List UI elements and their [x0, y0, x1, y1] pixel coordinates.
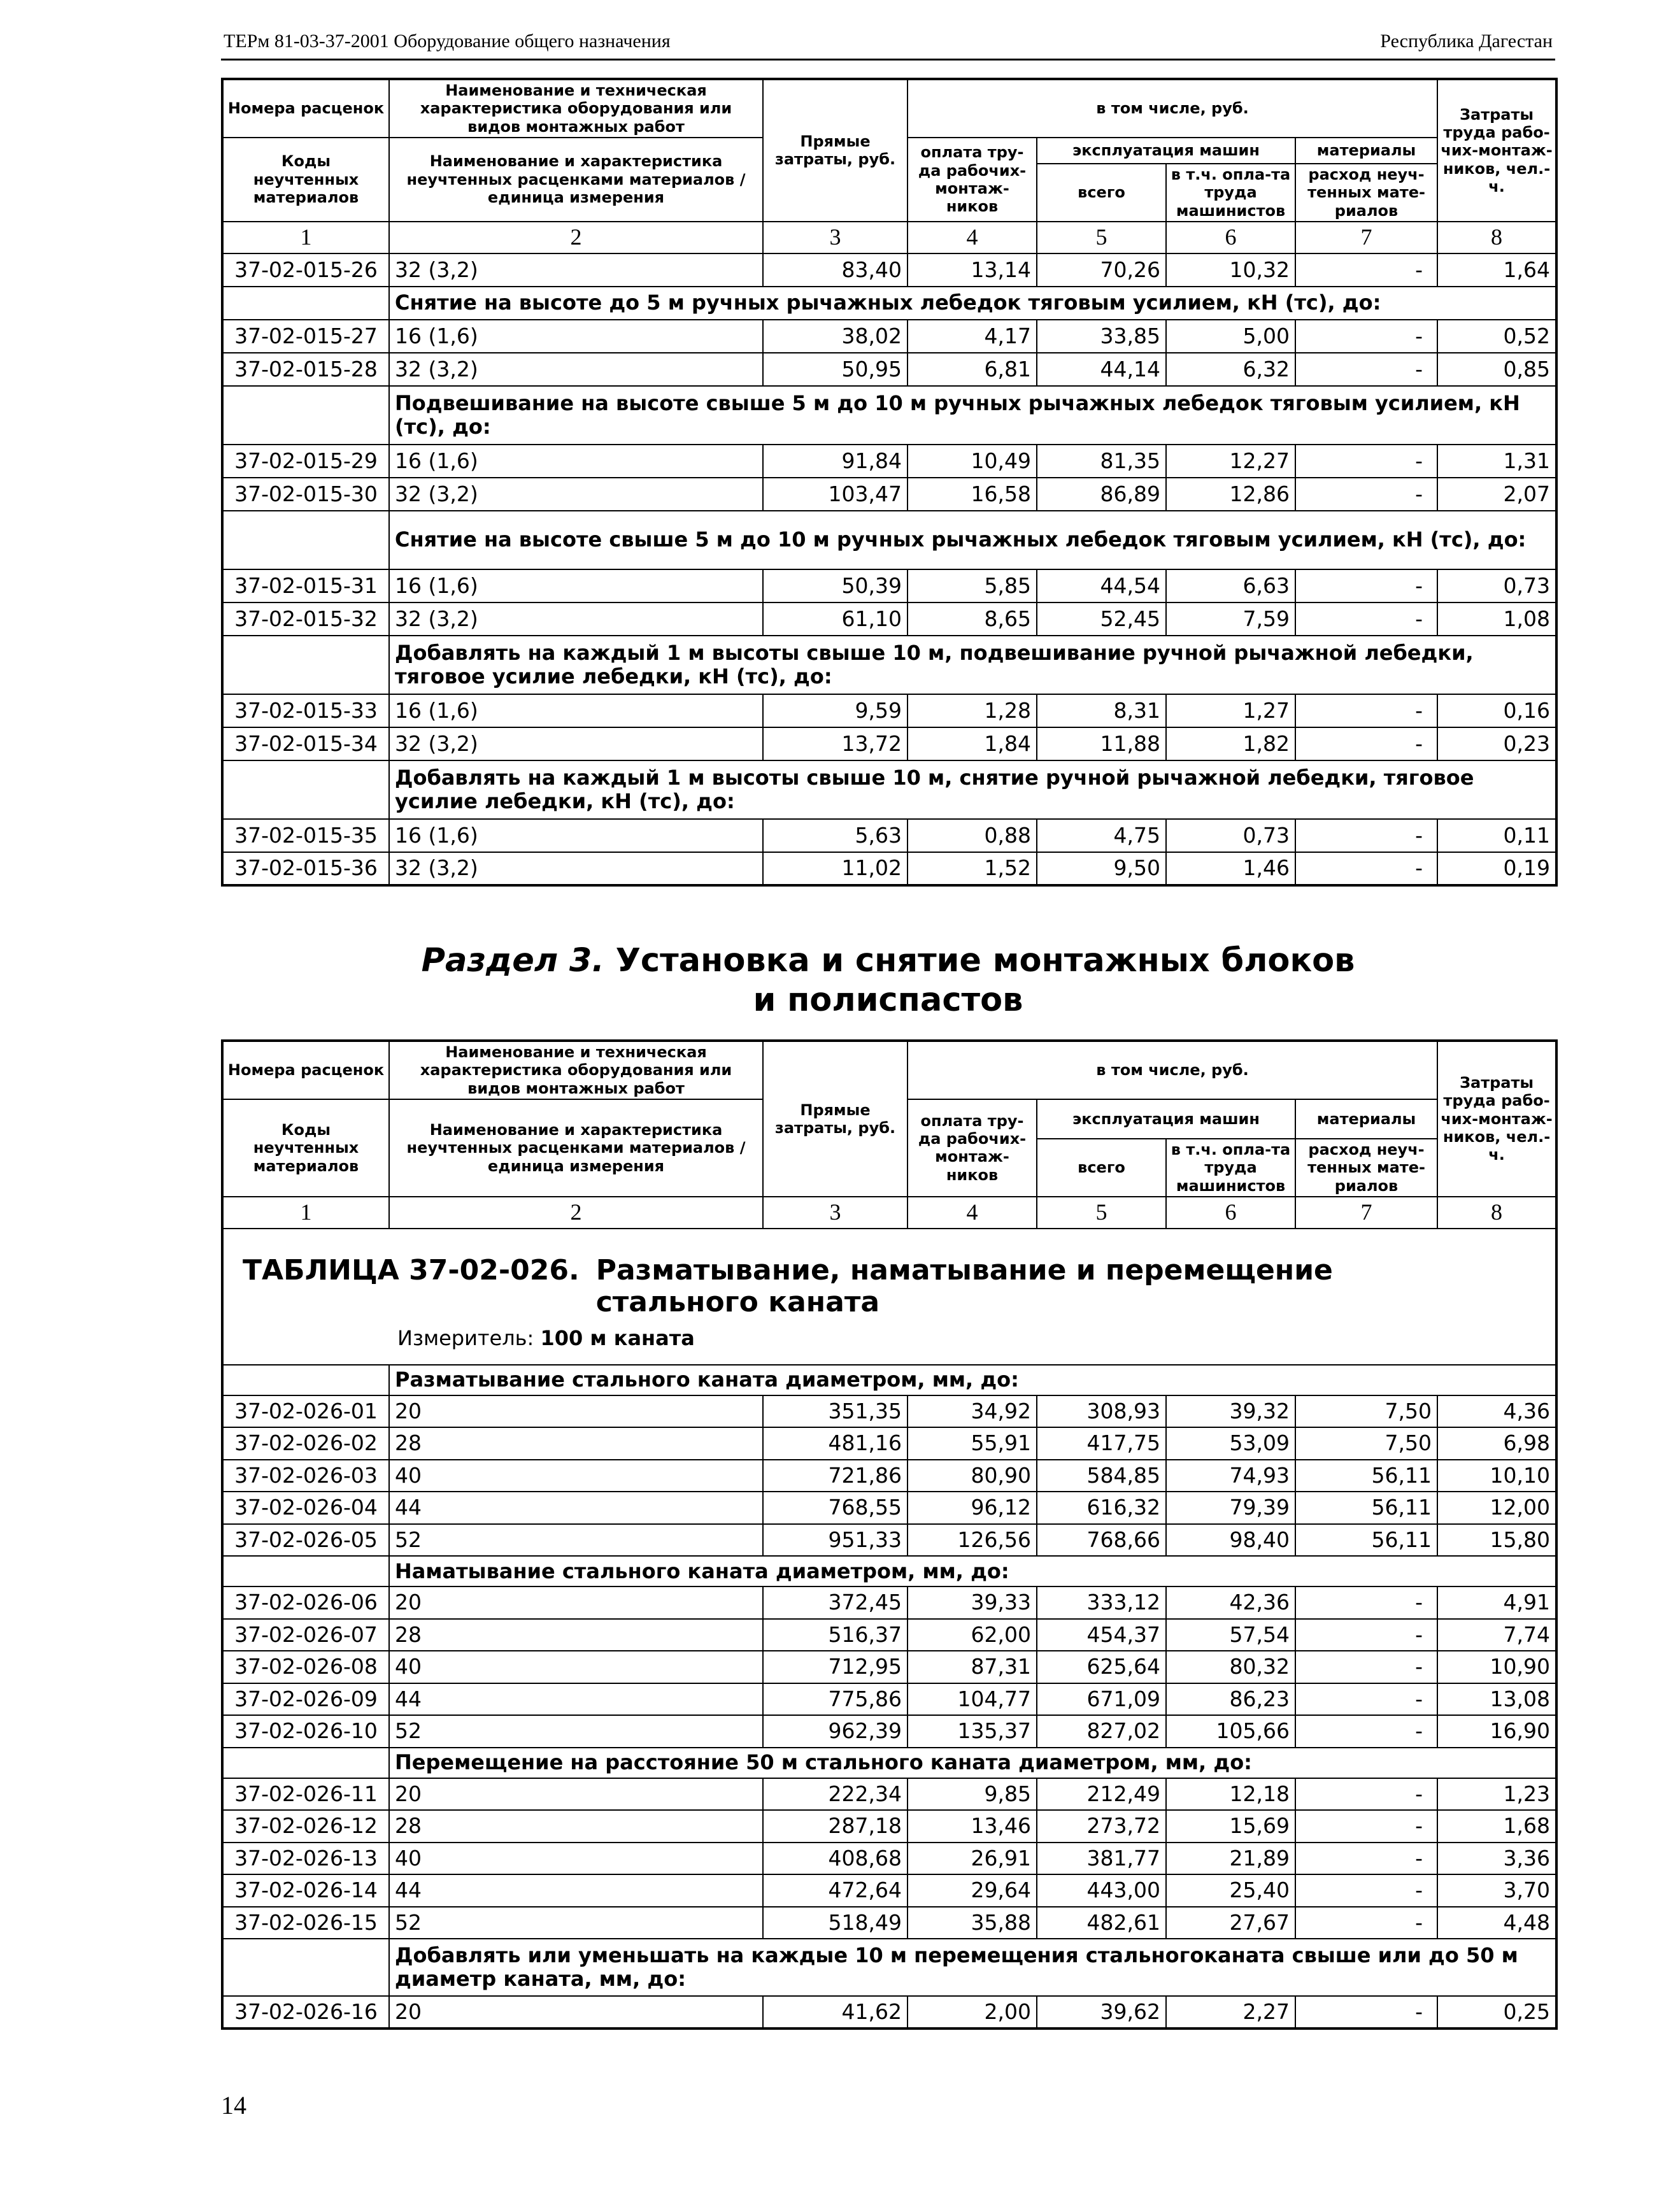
machines-total: 81,35 — [1037, 445, 1166, 478]
col-machines-total: всего — [1037, 164, 1166, 222]
rate-name: 28 — [389, 1810, 763, 1843]
labor-hours: 12,00 — [1437, 1492, 1556, 1524]
section-heading-row: Добавлять на каждый 1 м высоты свыше 10 м, подвешивание ручной рычажной лебедки, тяговое усилие лебедки, кН (тс), до: — [389, 636, 1556, 694]
machines-total: 827,02 — [1037, 1715, 1166, 1748]
rate-code: 37-02-015-31 — [222, 569, 389, 602]
direct-cost: 13,72 — [763, 727, 908, 760]
col-number: 4 — [908, 222, 1037, 253]
machines-total: 584,85 — [1037, 1460, 1166, 1492]
rate-name: 40 — [389, 1460, 763, 1492]
labor-hours: 4,91 — [1437, 1586, 1556, 1619]
machinists-wages: 42,36 — [1166, 1586, 1295, 1619]
section-empty-cell — [222, 636, 389, 694]
machinists-wages: 5,00 — [1166, 320, 1295, 353]
col-direct-costs: Прямые затраты, руб. — [763, 79, 908, 222]
materials-cost: 7,50 — [1295, 1427, 1437, 1460]
rate-name: 32 (3,2) — [389, 727, 763, 760]
direct-cost: 5,63 — [763, 819, 908, 852]
rate-name: 16 (1,6) — [389, 445, 763, 478]
labor-hours: 15,80 — [1437, 1524, 1556, 1557]
col-labor-costs: Затраты труда рабо-чих-монтаж-ников, чел.-ч. — [1437, 1041, 1556, 1197]
wages-cost: 87,31 — [908, 1651, 1037, 1683]
machines-total: 671,09 — [1037, 1683, 1166, 1716]
section-heading-row: Подвешивание на высоте свыше 5 м до 10 м ручных рычажных лебедок тяговым усилием, кН (тс), до: — [389, 386, 1556, 445]
rate-name: 32 (3,2) — [389, 852, 763, 885]
materials-cost: - — [1295, 353, 1437, 386]
materials-cost: - — [1295, 602, 1437, 636]
col-machines-total: всего — [1037, 1139, 1166, 1197]
measure-value: 100 м каната — [540, 1326, 695, 1351]
rate-code: 37-02-026-09 — [222, 1683, 389, 1716]
materials-cost: - — [1295, 727, 1437, 760]
rate-code: 37-02-026-05 — [222, 1524, 389, 1557]
machines-total: 86,89 — [1037, 478, 1166, 511]
machines-total: 768,66 — [1037, 1524, 1166, 1557]
col-materials: материалы — [1295, 1099, 1437, 1139]
machinists-wages: 98,40 — [1166, 1524, 1295, 1557]
machinists-wages: 12,18 — [1166, 1778, 1295, 1811]
materials-cost: - — [1295, 1843, 1437, 1875]
table-label: ТАБЛИЦА 37-02-026. — [243, 1253, 580, 1287]
col-unaccounted-materials: расход неуч-тенных мате-риалов — [1295, 164, 1437, 222]
direct-cost: 11,02 — [763, 852, 908, 885]
wages-cost: 13,46 — [908, 1810, 1037, 1843]
machinists-wages: 86,23 — [1166, 1683, 1295, 1716]
labor-hours: 0,73 — [1437, 569, 1556, 602]
direct-cost: 518,49 — [763, 1907, 908, 1939]
direct-cost: 775,86 — [763, 1683, 908, 1716]
rate-name: 20 — [389, 1586, 763, 1619]
col-number: 7 — [1295, 1197, 1437, 1229]
labor-hours: 7,74 — [1437, 1619, 1556, 1651]
materials-cost: - — [1295, 1907, 1437, 1939]
col-rate-numbers: Номера расценок — [222, 1041, 389, 1099]
labor-hours: 4,36 — [1437, 1395, 1556, 1428]
machinists-wages: 1,27 — [1166, 694, 1295, 727]
col-name: Наименование и техническая характеристика оборудования или видов монтажных работ — [389, 79, 763, 138]
section-empty-cell — [222, 1556, 389, 1586]
machinists-wages: 12,86 — [1166, 478, 1295, 511]
materials-cost: - — [1295, 819, 1437, 852]
materials-cost: - — [1295, 478, 1437, 511]
section-empty-cell — [222, 386, 389, 445]
measure-label: Измеритель: — [397, 1326, 534, 1351]
col-material-names: Наименование и характеристика неучтенных расценками материалов / единица измерения — [389, 138, 763, 222]
rate-code: 37-02-015-26 — [222, 253, 389, 287]
machines-total: 482,61 — [1037, 1907, 1166, 1939]
materials-cost: - — [1295, 1996, 1437, 2028]
labor-hours: 10,90 — [1437, 1651, 1556, 1683]
col-number: 8 — [1437, 222, 1556, 253]
direct-cost: 372,45 — [763, 1586, 908, 1619]
document-code: ТЕРм 81-03-37-2001 Оборудование общего назначения — [224, 31, 671, 52]
labor-hours: 6,98 — [1437, 1427, 1556, 1460]
labor-hours: 0,11 — [1437, 819, 1556, 852]
direct-cost: 83,40 — [763, 253, 908, 287]
col-machinists-wages: в т.ч. опла-та труда машинистов — [1166, 164, 1295, 222]
section-heading-row: Перемещение на расстояние 50 м стального каната диаметром, мм, до: — [389, 1748, 1556, 1778]
rate-name: 20 — [389, 1395, 763, 1428]
rate-code: 37-02-026-12 — [222, 1810, 389, 1843]
col-material-codes: Коды неучтенных материалов — [222, 138, 389, 222]
rate-code: 37-02-015-33 — [222, 694, 389, 727]
machinists-wages: 1,46 — [1166, 852, 1295, 885]
machinists-wages: 1,82 — [1166, 727, 1295, 760]
direct-cost: 351,35 — [763, 1395, 908, 1428]
direct-cost: 9,59 — [763, 694, 908, 727]
machinists-wages: 7,59 — [1166, 602, 1295, 636]
col-number: 3 — [763, 1197, 908, 1229]
section-heading-row: Снятие на высоте свыше 5 м до 10 м ручных рычажных лебедок тяговым усилием, кН (тс), до: — [389, 511, 1556, 569]
section-heading-row: Наматывание стального каната диаметром, мм, до: — [389, 1556, 1556, 1586]
col-number: 3 — [763, 222, 908, 253]
measure-unit — [397, 1328, 1536, 1350]
col-number: 1 — [222, 222, 389, 253]
rate-code: 37-02-026-04 — [222, 1492, 389, 1524]
rate-name: 32 (3,2) — [389, 478, 763, 511]
machines-total: 454,37 — [1037, 1619, 1166, 1651]
rate-code: 37-02-015-28 — [222, 353, 389, 386]
col-machines: эксплуатация машин — [1037, 1099, 1295, 1139]
section-heading — [221, 941, 1555, 1020]
table-name: Разматывание, наматывание и перемещение стального каната — [595, 1253, 1333, 1319]
materials-cost: - — [1295, 320, 1437, 353]
wages-cost: 96,12 — [908, 1492, 1037, 1524]
wages-cost: 55,91 — [908, 1427, 1037, 1460]
col-name: Наименование и техническая характеристика оборудования или видов монтажных работ — [389, 1041, 763, 1099]
col-number: 7 — [1295, 222, 1437, 253]
machines-total: 8,31 — [1037, 694, 1166, 727]
direct-cost: 721,86 — [763, 1460, 908, 1492]
col-number: 2 — [389, 1197, 763, 1229]
rate-name: 32 (3,2) — [389, 253, 763, 287]
labor-hours: 4,48 — [1437, 1907, 1556, 1939]
col-number: 6 — [1166, 1197, 1295, 1229]
wages-cost: 34,92 — [908, 1395, 1037, 1428]
materials-cost: - — [1295, 1651, 1437, 1683]
direct-cost: 962,39 — [763, 1715, 908, 1748]
machines-total: 333,12 — [1037, 1586, 1166, 1619]
wages-cost: 104,77 — [908, 1683, 1037, 1716]
materials-cost: - — [1295, 1874, 1437, 1907]
wages-cost: 29,64 — [908, 1874, 1037, 1907]
machines-total: 381,77 — [1037, 1843, 1166, 1875]
col-number: 6 — [1166, 222, 1295, 253]
col-materials: материалы — [1295, 138, 1437, 164]
rate-code: 37-02-015-29 — [222, 445, 389, 478]
machinists-wages: 10,32 — [1166, 253, 1295, 287]
labor-hours: 3,70 — [1437, 1874, 1556, 1907]
labor-hours: 0,16 — [1437, 694, 1556, 727]
section-empty-cell — [222, 287, 389, 320]
rate-code: 37-02-026-07 — [222, 1619, 389, 1651]
rate-code: 37-02-015-36 — [222, 852, 389, 885]
direct-cost: 287,18 — [763, 1810, 908, 1843]
wages-cost: 8,65 — [908, 602, 1037, 636]
rate-name: 16 (1,6) — [389, 694, 763, 727]
labor-hours: 1,23 — [1437, 1778, 1556, 1811]
col-including: в том числе, руб. — [908, 1041, 1437, 1099]
direct-cost: 472,64 — [763, 1874, 908, 1907]
labor-hours: 16,90 — [1437, 1715, 1556, 1748]
materials-cost: - — [1295, 445, 1437, 478]
wages-cost: 1,28 — [908, 694, 1037, 727]
section-empty-cell — [222, 760, 389, 819]
direct-cost: 712,95 — [763, 1651, 908, 1683]
machinists-wages: 6,32 — [1166, 353, 1295, 386]
rate-name: 20 — [389, 1778, 763, 1811]
direct-cost: 222,34 — [763, 1778, 908, 1811]
materials-cost: - — [1295, 852, 1437, 885]
labor-hours: 0,52 — [1437, 320, 1556, 353]
region-name: Республика Дагестан — [1380, 31, 1553, 52]
materials-cost: 56,11 — [1295, 1524, 1437, 1557]
wages-cost: 135,37 — [908, 1715, 1037, 1748]
machines-total: 273,72 — [1037, 1810, 1166, 1843]
wages-cost: 1,84 — [908, 727, 1037, 760]
labor-hours: 1,68 — [1437, 1810, 1556, 1843]
labor-hours: 0,25 — [1437, 1996, 1556, 2028]
rate-name: 28 — [389, 1427, 763, 1460]
direct-cost: 516,37 — [763, 1619, 908, 1651]
rate-code: 37-02-026-13 — [222, 1843, 389, 1875]
machinists-wages: 0,73 — [1166, 819, 1295, 852]
labor-hours: 0,19 — [1437, 852, 1556, 885]
materials-cost: - — [1295, 569, 1437, 602]
labor-hours: 0,23 — [1437, 727, 1556, 760]
wages-cost: 35,88 — [908, 1907, 1037, 1939]
rate-code: 37-02-015-27 — [222, 320, 389, 353]
col-machines: эксплуатация машин — [1037, 138, 1295, 164]
wages-cost: 4,17 — [908, 320, 1037, 353]
rate-name: 16 (1,6) — [389, 569, 763, 602]
wages-cost: 126,56 — [908, 1524, 1037, 1557]
section-empty-cell — [222, 1748, 389, 1778]
rate-name: 16 (1,6) — [389, 819, 763, 852]
section-title-line-2: и полиспастов — [753, 981, 1023, 1020]
rates-table-1 — [221, 78, 1558, 887]
rate-name: 40 — [389, 1651, 763, 1683]
col-number: 1 — [222, 1197, 389, 1229]
rate-code: 37-02-026-11 — [222, 1778, 389, 1811]
labor-hours: 13,08 — [1437, 1683, 1556, 1716]
materials-cost: - — [1295, 1683, 1437, 1716]
machinists-wages: 25,40 — [1166, 1874, 1295, 1907]
machinists-wages: 15,69 — [1166, 1810, 1295, 1843]
direct-cost: 408,68 — [763, 1843, 908, 1875]
section-heading-row: Снятие на высоте до 5 м ручных рычажных лебедок тяговым усилием, кН (тс), до: — [389, 287, 1556, 320]
direct-cost: 38,02 — [763, 320, 908, 353]
rate-name: 44 — [389, 1874, 763, 1907]
page-header — [221, 25, 1555, 61]
machines-total: 616,32 — [1037, 1492, 1166, 1524]
materials-cost: - — [1295, 1778, 1437, 1811]
direct-cost: 61,10 — [763, 602, 908, 636]
rate-code: 37-02-015-34 — [222, 727, 389, 760]
rate-code: 37-02-026-10 — [222, 1715, 389, 1748]
wages-cost: 62,00 — [908, 1619, 1037, 1651]
rate-code: 37-02-026-06 — [222, 1586, 389, 1619]
wages-cost: 6,81 — [908, 353, 1037, 386]
rate-code: 37-02-026-15 — [222, 1907, 389, 1939]
machinists-wages: 2,27 — [1166, 1996, 1295, 2028]
machinists-wages: 6,63 — [1166, 569, 1295, 602]
rate-code: 37-02-015-35 — [222, 819, 389, 852]
machinists-wages: 80,32 — [1166, 1651, 1295, 1683]
direct-cost: 41,62 — [763, 1996, 908, 2028]
machines-total: 39,62 — [1037, 1996, 1166, 2028]
wages-cost: 80,90 — [908, 1460, 1037, 1492]
machinists-wages: 21,89 — [1166, 1843, 1295, 1875]
wages-cost: 39,33 — [908, 1586, 1037, 1619]
col-number: 2 — [389, 222, 763, 253]
machinists-wages: 27,67 — [1166, 1907, 1295, 1939]
section-number: Раздел 3. — [421, 942, 604, 980]
materials-cost: - — [1295, 1715, 1437, 1748]
page-number: 14 — [221, 2091, 246, 2120]
machines-total: 417,75 — [1037, 1427, 1166, 1460]
machinists-wages: 105,66 — [1166, 1715, 1295, 1748]
col-machinists-wages: в т.ч. опла-та труда машинистов — [1166, 1139, 1295, 1197]
rate-name: 44 — [389, 1492, 763, 1524]
rate-code: 37-02-026-02 — [222, 1427, 389, 1460]
wages-cost: 5,85 — [908, 569, 1037, 602]
table-title — [243, 1255, 1536, 1319]
col-labor-costs: Затраты труда рабо-чих-монтаж-ников, чел.-ч. — [1437, 79, 1556, 222]
wages-cost: 0,88 — [908, 819, 1037, 852]
labor-hours: 0,85 — [1437, 353, 1556, 386]
materials-cost: 56,11 — [1295, 1460, 1437, 1492]
labor-hours: 10,10 — [1437, 1460, 1556, 1492]
rate-name: 52 — [389, 1907, 763, 1939]
machinists-wages: 74,93 — [1166, 1460, 1295, 1492]
rate-code: 37-02-026-03 — [222, 1460, 389, 1492]
rate-name: 44 — [389, 1683, 763, 1716]
machinists-wages: 39,32 — [1166, 1395, 1295, 1428]
col-material-names: Наименование и характеристика неучтенных расценками материалов / единица измерения — [389, 1099, 763, 1197]
machines-total: 9,50 — [1037, 852, 1166, 885]
rate-code: 37-02-015-30 — [222, 478, 389, 511]
machines-total: 33,85 — [1037, 320, 1166, 353]
machinists-wages: 57,54 — [1166, 1619, 1295, 1651]
section-empty-cell — [222, 1939, 389, 1996]
machines-total: 308,93 — [1037, 1395, 1166, 1428]
rate-code: 37-02-015-32 — [222, 602, 389, 636]
rate-name: 52 — [389, 1715, 763, 1748]
direct-cost: 951,33 — [763, 1524, 908, 1557]
machines-total: 52,45 — [1037, 602, 1166, 636]
col-wages: оплата тру-да рабочих-монтаж-ников — [908, 138, 1037, 222]
direct-cost: 50,95 — [763, 353, 908, 386]
wages-cost: 26,91 — [908, 1843, 1037, 1875]
machinists-wages: 12,27 — [1166, 445, 1295, 478]
rate-name: 16 (1,6) — [389, 320, 763, 353]
direct-cost: 91,84 — [763, 445, 908, 478]
rate-code: 37-02-026-16 — [222, 1996, 389, 2028]
machines-total: 212,49 — [1037, 1778, 1166, 1811]
section-title-line-1: Установка и снятие монтажных блоков — [615, 942, 1355, 980]
rate-name: 32 (3,2) — [389, 602, 763, 636]
machines-total: 443,00 — [1037, 1874, 1166, 1907]
table-title-cell — [222, 1229, 1556, 1365]
materials-cost: - — [1295, 1619, 1437, 1651]
col-number: 5 — [1037, 222, 1166, 253]
direct-cost: 481,16 — [763, 1427, 908, 1460]
rate-name: 32 (3,2) — [389, 353, 763, 386]
materials-cost: - — [1295, 1586, 1437, 1619]
col-rate-numbers: Номера расценок — [222, 79, 389, 138]
materials-cost: 56,11 — [1295, 1492, 1437, 1524]
section-heading-row: Добавлять или уменьшать на каждые 10 м перемещения стальногоканата свыше или до 50 м диаметр каната, мм, до: — [389, 1939, 1556, 1996]
materials-cost: - — [1295, 1810, 1437, 1843]
col-wages: оплата тру-да рабочих-монтаж-ников — [908, 1099, 1037, 1197]
machines-total: 11,88 — [1037, 727, 1166, 760]
wages-cost: 10,49 — [908, 445, 1037, 478]
machines-total: 70,26 — [1037, 253, 1166, 287]
section-empty-cell — [222, 511, 389, 569]
section-empty-cell — [222, 1365, 389, 1395]
rate-code: 37-02-026-01 — [222, 1395, 389, 1428]
col-number: 8 — [1437, 1197, 1556, 1229]
rate-name: 20 — [389, 1996, 763, 2028]
labor-hours: 2,07 — [1437, 478, 1556, 511]
machinists-wages: 79,39 — [1166, 1492, 1295, 1524]
wages-cost: 13,14 — [908, 253, 1037, 287]
direct-cost: 103,47 — [763, 478, 908, 511]
materials-cost: - — [1295, 253, 1437, 287]
col-direct-costs: Прямые затраты, руб. — [763, 1041, 908, 1197]
col-number: 5 — [1037, 1197, 1166, 1229]
direct-cost: 768,55 — [763, 1492, 908, 1524]
labor-hours: 1,64 — [1437, 253, 1556, 287]
materials-cost: 7,50 — [1295, 1395, 1437, 1428]
col-unaccounted-materials: расход неуч-тенных мате-риалов — [1295, 1139, 1437, 1197]
section-heading-row: Добавлять на каждый 1 м высоты свыше 10 м, снятие ручной рычажной лебедки, тяговое усилие лебедки, кН (тс), до: — [389, 760, 1556, 819]
direct-cost: 50,39 — [763, 569, 908, 602]
rates-table-2 — [221, 1039, 1558, 2030]
labor-hours: 1,31 — [1437, 445, 1556, 478]
rate-code: 37-02-026-14 — [222, 1874, 389, 1907]
wages-cost: 1,52 — [908, 852, 1037, 885]
machines-total: 44,54 — [1037, 569, 1166, 602]
machines-total: 625,64 — [1037, 1651, 1166, 1683]
col-material-codes: Коды неучтенных материалов — [222, 1099, 389, 1197]
col-including: в том числе, руб. — [908, 79, 1437, 138]
materials-cost: - — [1295, 694, 1437, 727]
rate-name: 28 — [389, 1619, 763, 1651]
rate-name: 52 — [389, 1524, 763, 1557]
machinists-wages: 53,09 — [1166, 1427, 1295, 1460]
labor-hours: 1,08 — [1437, 602, 1556, 636]
wages-cost: 9,85 — [908, 1778, 1037, 1811]
rate-name: 40 — [389, 1843, 763, 1875]
col-number: 4 — [908, 1197, 1037, 1229]
rate-code: 37-02-026-08 — [222, 1651, 389, 1683]
machines-total: 4,75 — [1037, 819, 1166, 852]
section-heading-row: Разматывание стального каната диаметром, мм, до: — [389, 1365, 1556, 1395]
wages-cost: 2,00 — [908, 1996, 1037, 2028]
wages-cost: 16,58 — [908, 478, 1037, 511]
labor-hours: 3,36 — [1437, 1843, 1556, 1875]
machines-total: 44,14 — [1037, 353, 1166, 386]
